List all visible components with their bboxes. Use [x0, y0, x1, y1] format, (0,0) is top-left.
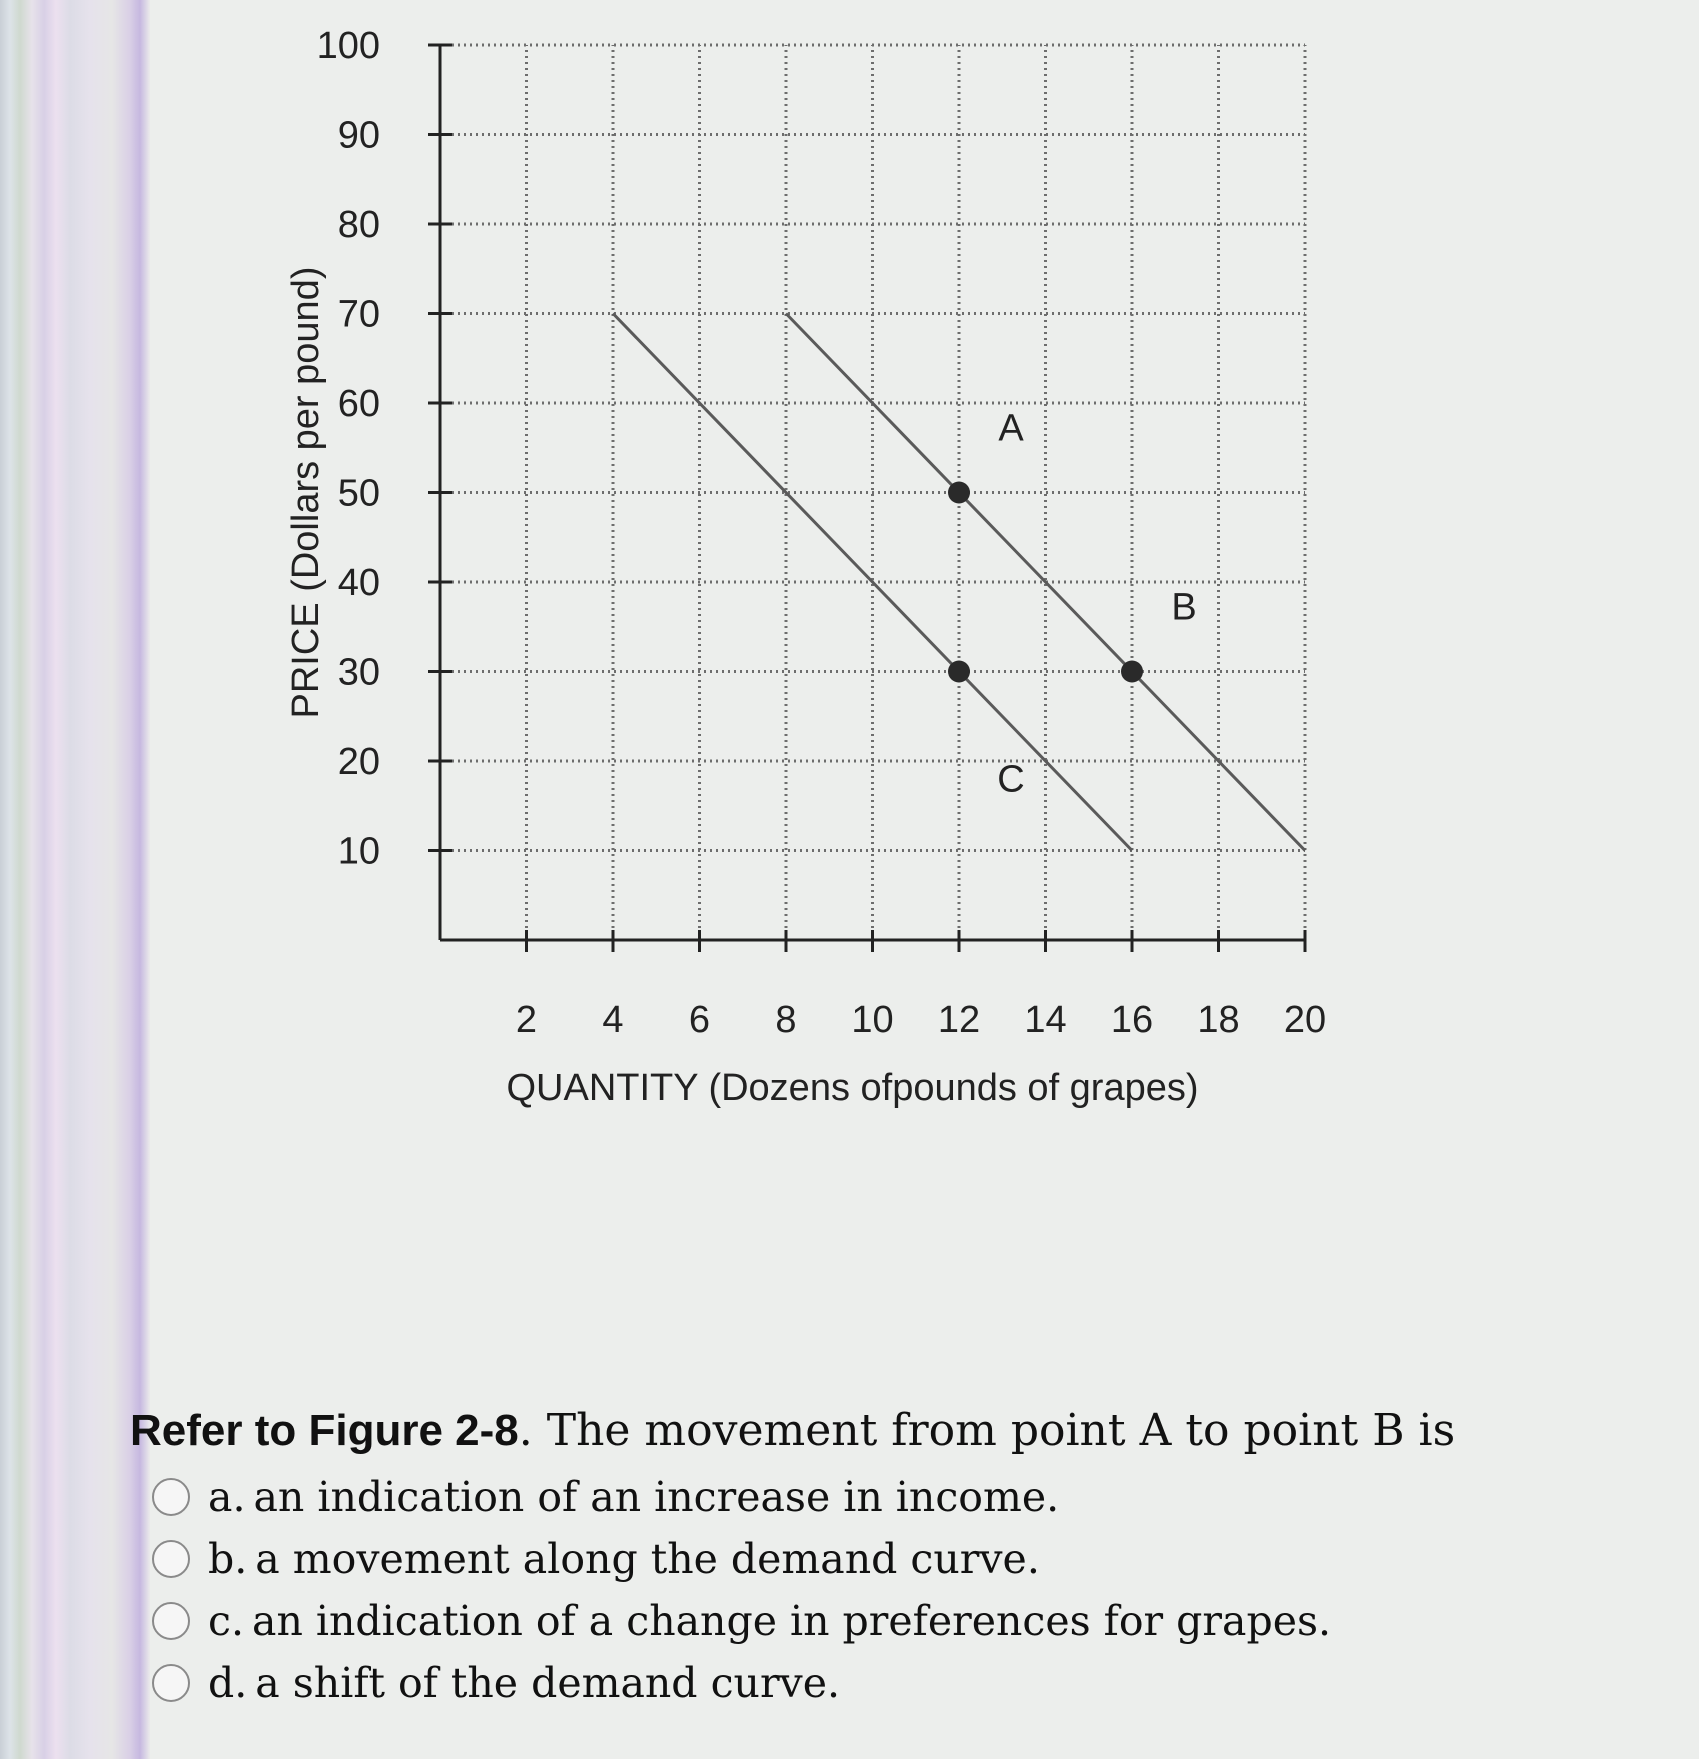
x-tick-label: 18 — [1197, 999, 1240, 1041]
question-stem — [130, 1405, 1630, 1458]
point-C — [948, 661, 970, 683]
x-tick-label: 20 — [1283, 999, 1327, 1041]
chart-grid — [440, 45, 1305, 940]
y-tick-label: 100 — [316, 25, 380, 67]
y-tick-label: 80 — [337, 204, 380, 246]
demand-curve-D1 — [613, 314, 1132, 851]
option-letter: a. — [208, 1472, 246, 1521]
y-tick-label: 90 — [337, 114, 380, 157]
option-letter: b. — [208, 1534, 248, 1583]
x-tick-label: 8 — [775, 999, 797, 1041]
y-tick-label: 20 — [337, 741, 380, 783]
option-b[interactable] — [130, 1528, 1630, 1590]
y-tick-label: 10 — [337, 830, 380, 873]
question-text: . The movement from point A to point B is — [518, 1405, 1456, 1456]
x-tick-label: 6 — [688, 999, 711, 1041]
option-letter: d. — [208, 1658, 248, 1707]
x-tick-label: 10 — [851, 999, 894, 1041]
x-tick-label: 16 — [1110, 999, 1154, 1041]
chart-axes — [428, 45, 1305, 952]
x-axis-title: QUANTITY (Dozens ofpounds of grapes) — [506, 1067, 1199, 1109]
y-tick-label: 60 — [337, 383, 380, 425]
y-tick-label: 40 — [337, 562, 380, 604]
y-axis-title: PRICE (Dollars per pound) — [285, 266, 327, 719]
x-tick-label: 4 — [602, 999, 624, 1041]
option-text: a movement along the demand curve. — [255, 1534, 1040, 1583]
y-tick-label: 70 — [337, 293, 380, 336]
option-letter: c. — [208, 1596, 244, 1645]
radio-button-a[interactable] — [152, 1478, 190, 1516]
point-label-A: A — [998, 407, 1024, 450]
option-d[interactable] — [130, 1652, 1630, 1714]
figure-reference: Refer to Figure 2-8 — [130, 1406, 519, 1455]
point-A — [948, 482, 970, 504]
y-tick-label: 30 — [337, 651, 380, 694]
point-B — [1121, 661, 1143, 683]
point-label-B: B — [1171, 586, 1197, 629]
option-a[interactable] — [130, 1466, 1630, 1528]
radio-button-b[interactable] — [152, 1540, 190, 1578]
option-text: an indication of an increase in income. — [253, 1472, 1060, 1521]
x-tick-label: 12 — [937, 999, 981, 1041]
point-label-C: C — [997, 758, 1025, 801]
option-c[interactable] — [130, 1590, 1630, 1652]
radio-button-d[interactable] — [152, 1664, 190, 1702]
y-tick-label: 50 — [337, 472, 380, 515]
option-text: an indication of a change in preferences for grapes. — [252, 1596, 1332, 1645]
question-block — [130, 1405, 1630, 1714]
radio-button-c[interactable] — [152, 1602, 190, 1640]
option-text: a shift of the demand curve. — [255, 1658, 841, 1707]
x-tick-label: 2 — [515, 999, 538, 1041]
x-tick-label: 14 — [1024, 999, 1067, 1041]
